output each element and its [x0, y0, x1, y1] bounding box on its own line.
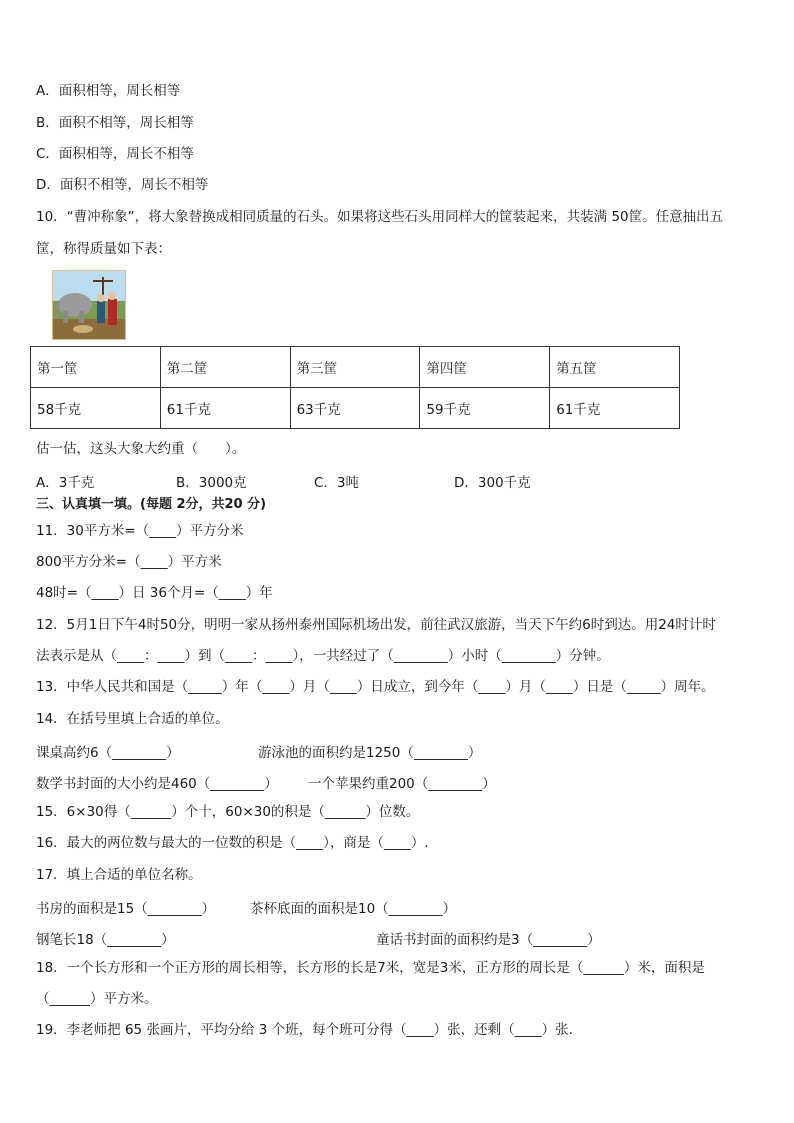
q18-line2: （______）平方米。 — [36, 991, 158, 1007]
q17: 17．填上合适的单位名称。 — [36, 867, 202, 883]
q9-option-b: B．面积不相等，周长相等 — [36, 115, 194, 131]
q10-option-d: D．300千克 — [454, 475, 531, 491]
table-cell: 63千克 — [290, 388, 420, 429]
q17-item-pen: 钢笔长18（________） — [36, 932, 175, 948]
q19: 19．李老师把 65 张画片，平均分给 3 个班，每个班可分得（____）张，还剩（____）张. — [36, 1022, 573, 1038]
table-row — [31, 388, 680, 429]
q15: 15．6×30得（______）个十，60×30的积是（______）位数。 — [36, 804, 420, 820]
q14-item-pool: 游泳池的面积约是1250（________） — [258, 745, 482, 761]
q10-option-b: B．3000克 — [176, 475, 247, 491]
elephant-weighing-illustration — [52, 270, 126, 340]
q18-line1: 18．一个长方形和一个正方形的周长相等，长方形的长是7米，宽是3米，正方形的周长是（______）米，面积是 — [36, 960, 705, 976]
q9-option-a: A．面积相等，周长相等 — [36, 83, 181, 99]
q14: 14．在括号里填上合适的单位。 — [36, 711, 229, 727]
table-cell: 58千克 — [31, 388, 161, 429]
table-cell: 59千克 — [420, 388, 550, 429]
q17-item-study-room: 书房的面积是15（________） — [36, 901, 216, 917]
q17-item-cup-bottom: 茶杯底面的面积是10（________） — [250, 901, 457, 917]
q10-stem-line2: 筐，称得质量如下表： — [36, 241, 171, 257]
table-header-cell: 第一筐 — [31, 347, 161, 388]
table-header-cell: 第四筐 — [420, 347, 550, 388]
table-row — [31, 347, 680, 388]
section-3-title: 三、认真填一填。(每题 2分，共20 分) — [36, 497, 267, 512]
q10-stem-line1: 10．“曹冲称象”，将大象替换成相同质量的石头。如果将这些石头用同样大的筐装起来，共装满 50筐。任意抽出五 — [36, 209, 724, 225]
q13: 13．中华人民共和国是（_____）年（____）月（____）日成立，到今年（____）月（____）日是（_____）周年。 — [36, 679, 715, 695]
q14-item-book-cover: 数学书封面的大小约是460（________） — [36, 776, 278, 792]
q10-option-c: C．3吨 — [314, 475, 360, 491]
q9-option-c: C．面积相等，周长不相等 — [36, 146, 194, 162]
q14-item-desk: 课桌高约6（________） — [36, 745, 180, 761]
table-header-cell: 第三筐 — [290, 347, 420, 388]
q11-line3: 48时=（____）日 36个月=（____）年 — [36, 585, 273, 601]
q16: 16．最大的两位数与最大的一位数的积是（____），商是（____）. — [36, 835, 429, 851]
q9-option-d: D．面积不相等，周长不相等 — [36, 177, 209, 193]
q11-line2: 800平方分米=（____）平方米 — [36, 554, 222, 570]
q12-line2: 法表示是从（____：____）到（____：____），一共经过了（________）小时（________）分钟。 — [36, 648, 610, 664]
q10-question: 估一估，这头大象大约重（ ）。 — [36, 441, 246, 457]
basket-weight-table — [30, 346, 680, 429]
table-header-cell: 第二筐 — [160, 347, 290, 388]
q17-item-storybook: 童话书封面的面积约是3（________） — [376, 932, 601, 948]
q11-line1: 11．30平方米=（____）平方分米 — [36, 523, 244, 539]
table-cell: 61千克 — [550, 388, 680, 429]
table-header-cell: 第五筐 — [550, 347, 680, 388]
q12-line1: 12．5月1日下午4时50分，明明一家从扬州泰州国际机场出发，前往武汉旅游，当天下午约6时到达。用24时计时 — [36, 617, 716, 633]
table-cell: 61千克 — [160, 388, 290, 429]
q10-option-a: A．3千克 — [36, 475, 95, 491]
q14-item-apple: 一个苹果约重200（________） — [308, 776, 496, 792]
